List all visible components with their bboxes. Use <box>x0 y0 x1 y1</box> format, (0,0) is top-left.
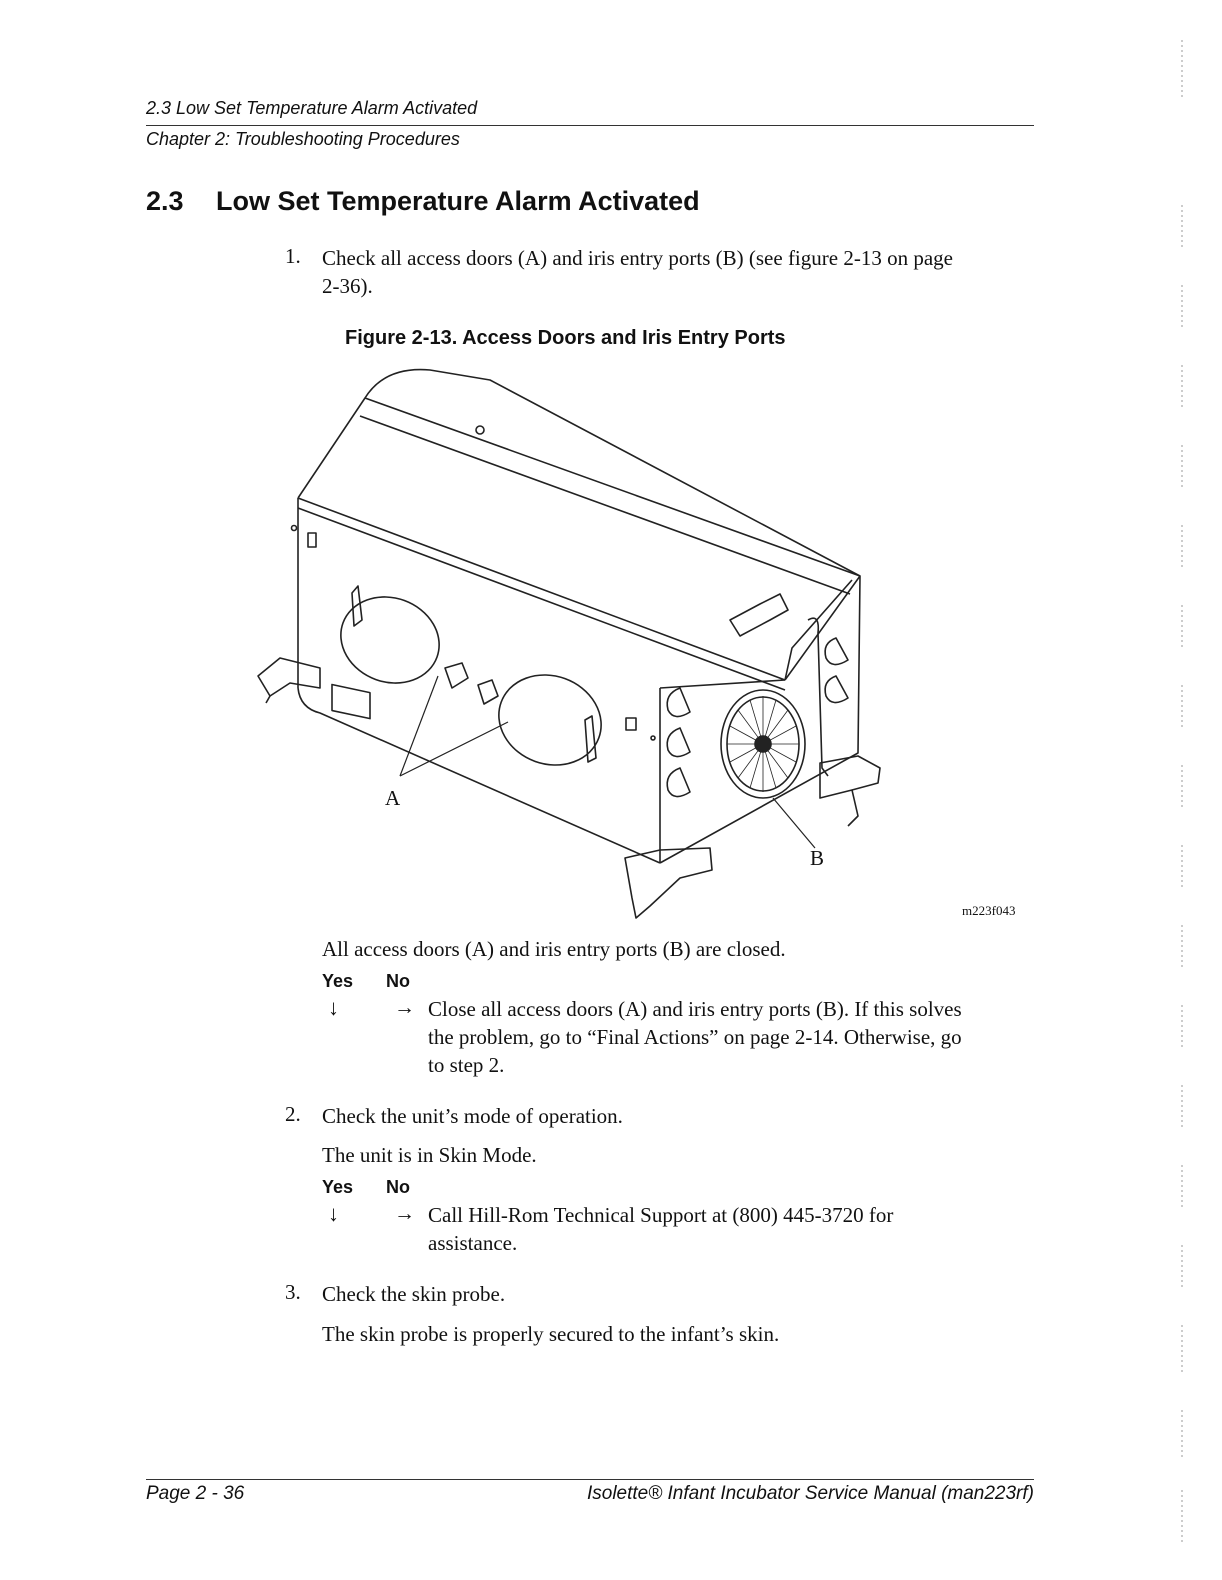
step-2-right-arrow-icon: → <box>394 1201 415 1225</box>
figure-id: m223f043 <box>962 903 1016 918</box>
footer-rule <box>146 1479 1034 1480</box>
step-2-no-label: No <box>386 1177 410 1197</box>
running-header-chapter: Chapter 2: Troubleshooting Procedures <box>146 129 460 149</box>
running-header-section: 2.3 Low Set Temperature Alarm Activated <box>146 98 478 118</box>
step-2-yes-label: Yes <box>322 1177 354 1197</box>
figure-title: Figure 2-13. Access Doors and Iris Entry Ports <box>345 327 786 349</box>
step-1-no-action-line3: to step 2. <box>428 1053 505 1077</box>
incubator-figure <box>240 358 1040 928</box>
header-rule <box>146 125 1034 126</box>
step-2-no-action-line1: Call Hill-Rom Technical Support at (800) 445-3720 for <box>428 1203 894 1227</box>
step-3-number: 3. <box>285 1280 301 1304</box>
section-number: 2.3 <box>146 186 184 216</box>
step-1-no-action-line1: Close all access doors (A) and iris entry ports (B). If this solves <box>428 997 962 1021</box>
step-2-number: 2. <box>285 1102 301 1126</box>
step-3-text: Check the skin probe. <box>322 1282 506 1306</box>
step-1-text-line2: 2-36). <box>322 274 373 298</box>
step-1-yes-label: Yes <box>322 971 354 991</box>
figure-label-a: A <box>385 786 401 810</box>
step-2-down-arrow-icon: ↓ <box>328 1201 339 1226</box>
footer-page-number: Page 2 - 36 <box>146 1483 245 1504</box>
step-2-text: Check the unit’s mode of operation. <box>322 1104 623 1128</box>
step-1-right-arrow-icon: → <box>394 995 415 1019</box>
step-3-condition: The skin probe is properly secured to the infant’s skin. <box>322 1322 780 1346</box>
scan-margin-marks <box>1160 0 1200 1580</box>
step-2-condition: The unit is in Skin Mode. <box>322 1143 537 1167</box>
step-1-down-arrow-icon: ↓ <box>328 995 339 1020</box>
step-1-number: 1. <box>285 244 301 268</box>
footer-manual-title: Isolette® Infant Incubator Service Manual (man223rf) <box>586 1483 1034 1504</box>
step-1-text-line1: Check all access doors (A) and iris entry ports (B) (see figure 2-13 on page <box>322 246 953 270</box>
figure-label-b: B <box>810 846 825 870</box>
step-1-condition: All access doors (A) and iris entry ports (B) are closed. <box>322 937 786 961</box>
section-title: Low Set Temperature Alarm Activated <box>216 186 700 216</box>
step-1-no-label: No <box>386 971 410 991</box>
step-2-no-action-line2: assistance. <box>428 1231 518 1255</box>
step-1-no-action-line2: the problem, go to “Final Actions” on page 2-14. Otherwise, go <box>428 1025 962 1049</box>
